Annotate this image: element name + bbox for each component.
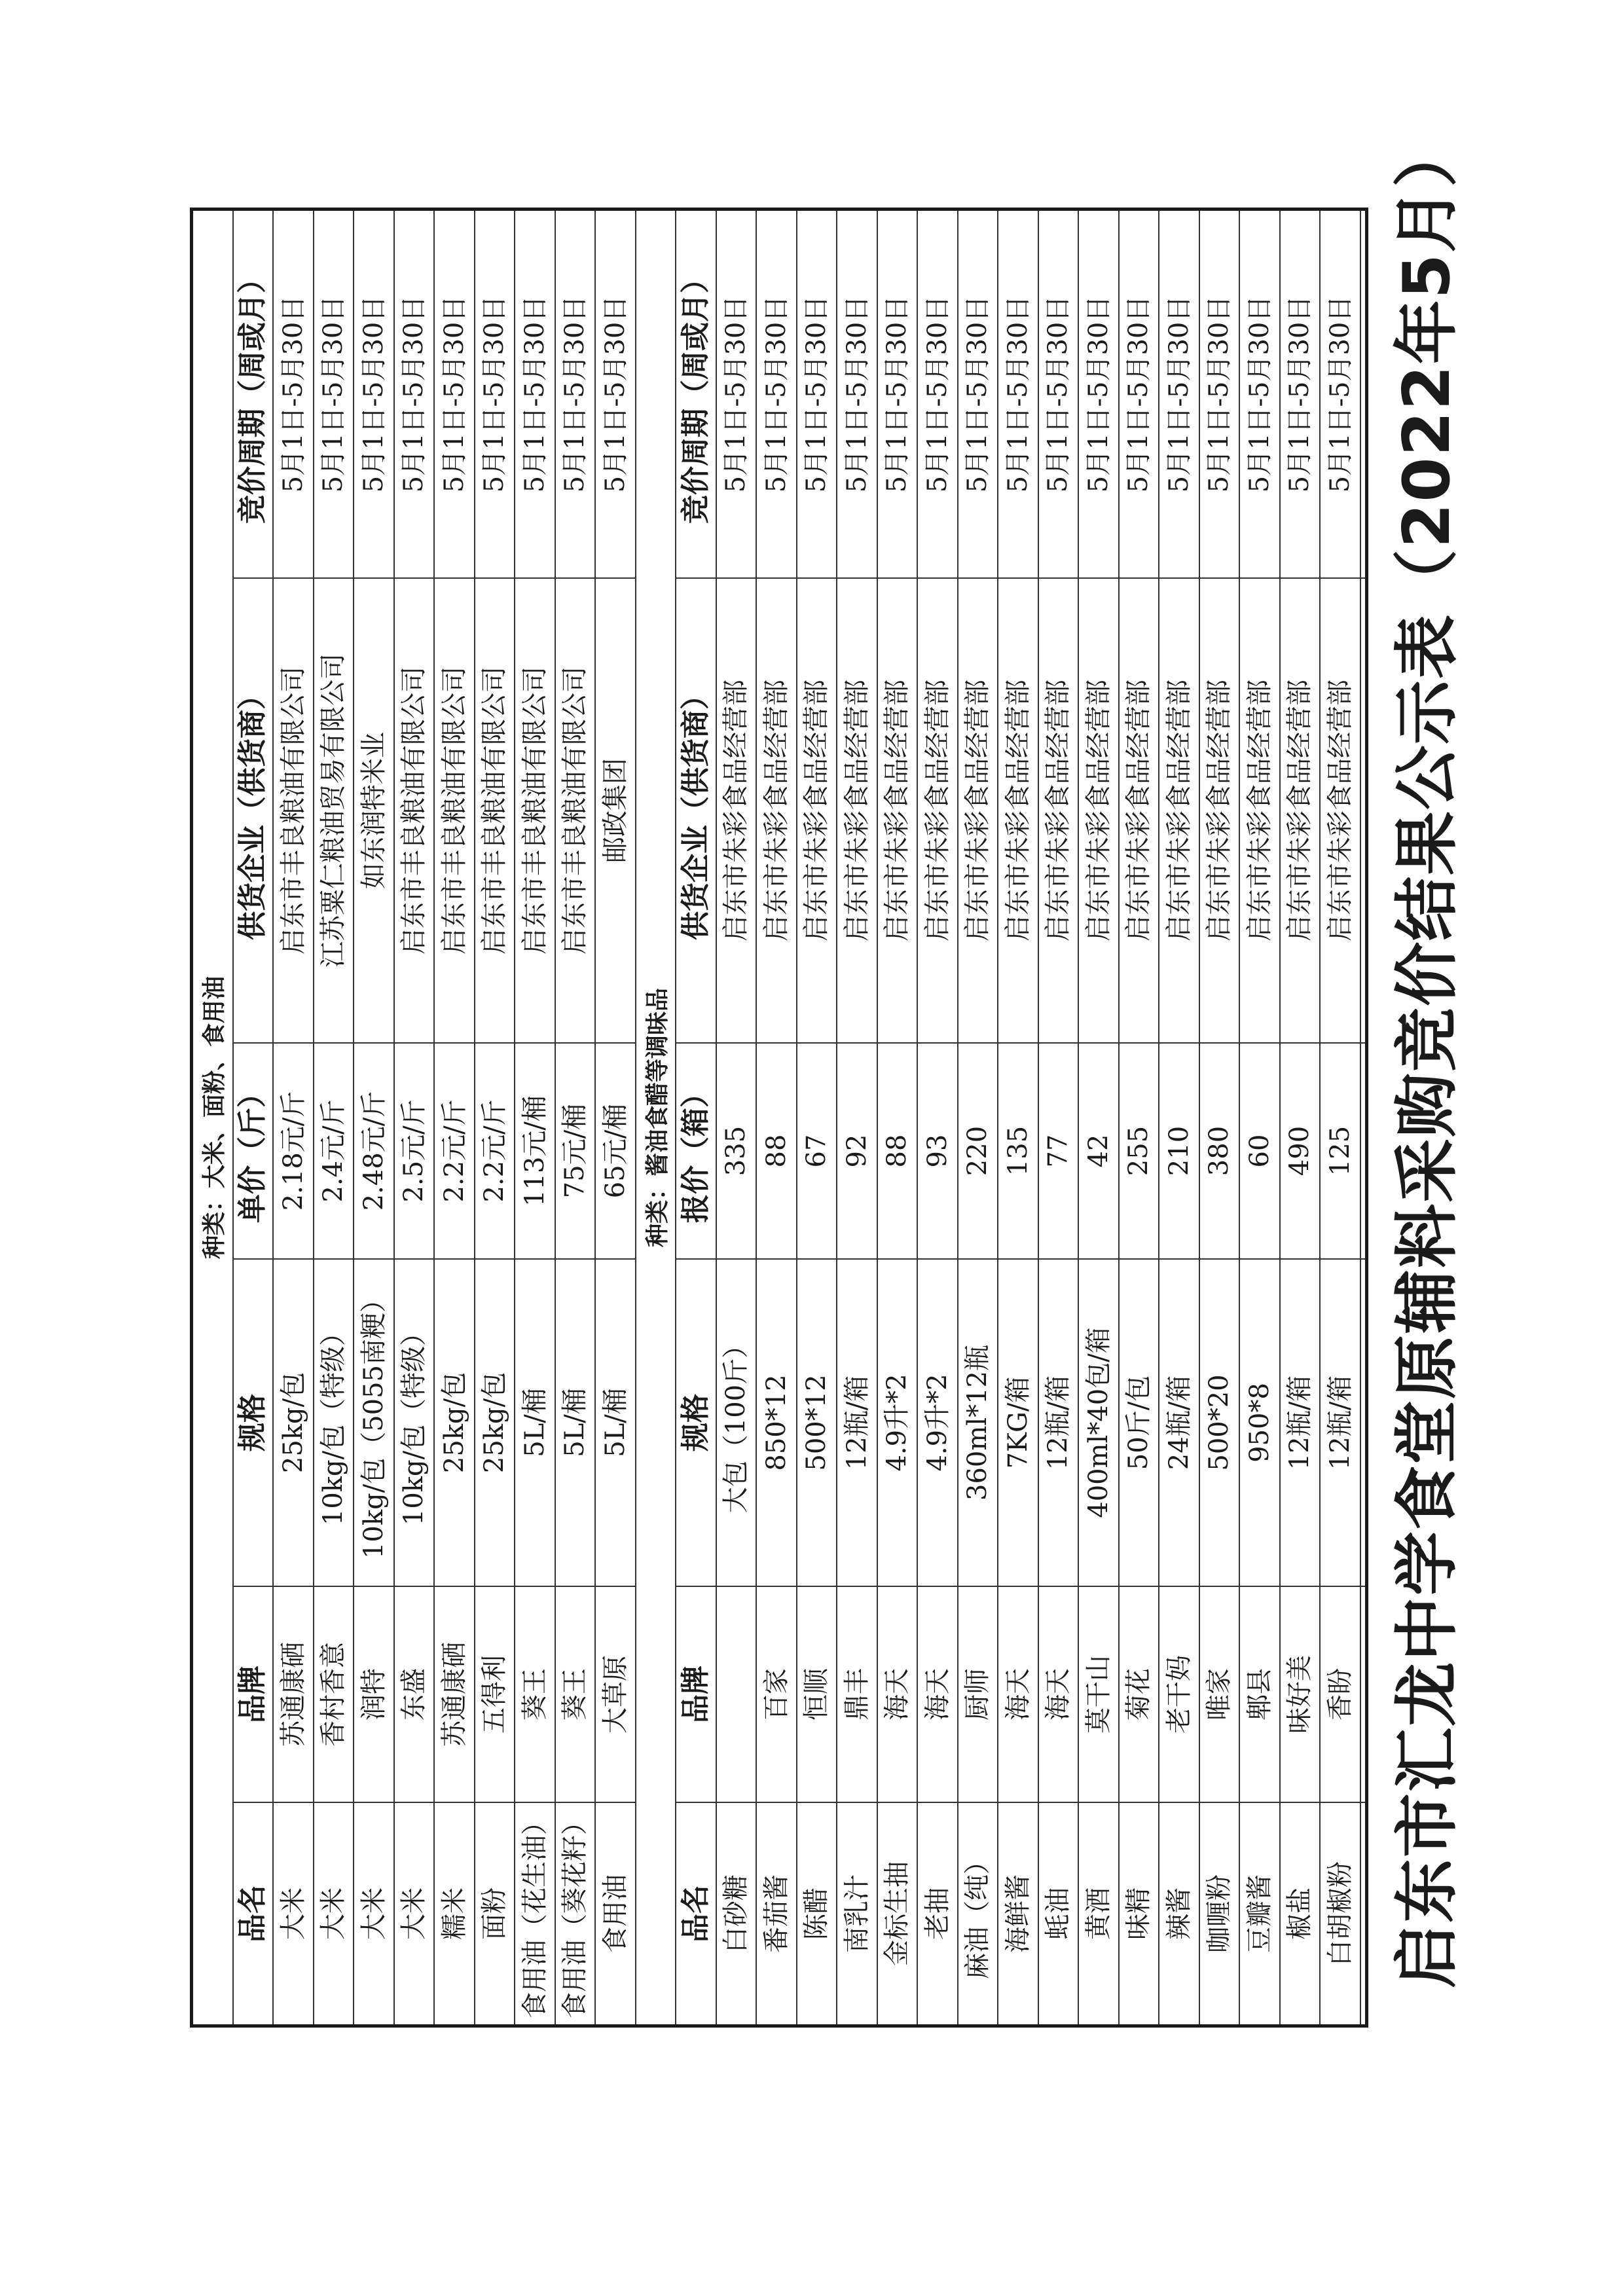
price-cell: 255 <box>1120 1042 1159 1258</box>
item-name-cell: 食用油（葵花籽） <box>556 1802 595 2024</box>
price-cell: 75元/桶 <box>556 1042 595 1258</box>
price-cell: 88 <box>757 1042 796 1258</box>
supplier-cell: 启东市朱彩食品经营部 <box>958 577 998 1042</box>
supplier-cell: 启东市丰良粮油有限公司 <box>395 577 434 1042</box>
item-name-cell: 大米 <box>314 1802 354 2024</box>
header-spec: 规格 <box>676 1258 716 1586</box>
supplier-cell: 启东市朱彩食品经营部 <box>1200 577 1239 1042</box>
table-row <box>717 211 757 2024</box>
price-cell: 88 <box>878 1042 917 1258</box>
supplier-cell: 江苏粟仁粮油贸易有限公司 <box>314 577 354 1042</box>
brand-cell: 鼎丰 <box>837 1586 877 1802</box>
brand-cell: 莫干山 <box>1079 1586 1118 1802</box>
item-name-cell: 大米 <box>354 1802 393 2024</box>
table-row <box>395 211 435 2024</box>
table-row <box>515 211 556 2024</box>
item-name-cell: 白胡椒粉 <box>1321 1802 1360 2024</box>
period-cell: 5月1日-5月30日 <box>560 295 591 493</box>
period-cell: 5月1日-5月30日 <box>358 295 389 493</box>
price-cell: 2.18元/斤 <box>274 1042 313 1258</box>
brand-cell: 唯家 <box>1200 1586 1239 1802</box>
header-supplier: 供货企业（供货商） <box>234 577 273 1042</box>
supplier-cell: 启东市朱彩食品经营部 <box>1039 577 1078 1042</box>
spec-cell: 950*8 <box>1240 1258 1279 1586</box>
spec-cell: 10kg/包（5055南粳） <box>354 1258 393 1586</box>
item-name-cell: 辣酱 <box>1159 1802 1199 2024</box>
spec-cell: 50斤/包 <box>1361 1258 1369 1586</box>
brand-cell: 海天 <box>918 1586 957 1802</box>
period-cell: 5月1日-5月30日 <box>1204 295 1235 493</box>
spec-cell: 10kg/包（特级） <box>314 1258 354 1586</box>
supplier-cell: 启东市朱彩食品经营部 <box>837 577 877 1042</box>
supplier-cell: 启东市朱彩食品经营部 <box>717 577 756 1042</box>
brand-cell: 厨师 <box>958 1586 998 1802</box>
supplier-cell: 启东市朱彩食品经营部 <box>1079 577 1118 1042</box>
supplier-cell: 启东市丰良粮油有限公司 <box>435 577 474 1042</box>
price-cell: 490 <box>1281 1042 1320 1258</box>
spec-cell: 25kg/包 <box>274 1258 313 1586</box>
spec-cell: 400ml*40包/箱 <box>1079 1258 1118 1586</box>
header-name: 品名 <box>234 1802 273 2024</box>
period-cell: 5月1日-5月30日 <box>600 295 630 493</box>
table-row <box>314 211 355 2024</box>
period-cell: 5月1日-5月30日 <box>1324 295 1355 493</box>
brand-cell: 郫县 <box>1240 1586 1279 1802</box>
period-cell: 5月1日-5月30日 <box>479 295 510 493</box>
header-brand: 品牌 <box>676 1586 716 1802</box>
period-cell: 5月1日-5月30日 <box>1244 295 1275 493</box>
table-row <box>878 211 919 2024</box>
price-cell: 335 <box>717 1042 756 1258</box>
period-cell: 5月1日-5月30日 <box>801 295 832 493</box>
header-spec: 规格 <box>234 1258 273 1586</box>
supplier-cell: 启东市朱彩食品经营部 <box>998 577 1038 1042</box>
header-period: 竞价周期（周或月） <box>678 264 712 524</box>
price-cell: 2.5元/斤 <box>395 1042 434 1258</box>
period-cell: 5月1日-5月30日 <box>1285 295 1315 493</box>
table-row <box>435 211 475 2024</box>
item-name-cell: 大米 <box>274 1802 313 2024</box>
table-row <box>797 211 838 2024</box>
item-name-cell: 黄酒 <box>1079 1802 1118 2024</box>
spec-cell: 24瓶/箱 <box>1159 1258 1199 1586</box>
item-name-cell: 椒盐 <box>1281 1802 1320 2024</box>
table-row <box>1321 211 1361 2024</box>
supplier-cell: 启东市丰良粮油有限公司 <box>475 577 515 1042</box>
brand-cell: 葵王 <box>556 1586 595 1802</box>
supplier-cell: 启东市朱彩食品经营部 <box>1361 577 1369 1042</box>
brand-cell: 大草原 <box>596 1586 635 1802</box>
item-name-cell: 大米 <box>395 1802 434 2024</box>
spec-cell: 大包（100斤） <box>717 1258 756 1586</box>
category-row <box>193 211 234 2024</box>
supplier-cell: 启东市丰良粮油有限公司 <box>274 577 313 1042</box>
table-row <box>1361 211 1369 2024</box>
brand-cell: 五得利 <box>475 1586 515 1802</box>
price-cell: 108 <box>1361 1042 1369 1258</box>
price-cell: 113元/桶 <box>515 1042 555 1258</box>
item-name-cell: 金标生抽 <box>878 1802 917 2024</box>
item-name-cell: 番茄酱 <box>757 1802 796 2024</box>
brand-cell: 润特 <box>354 1586 393 1802</box>
brand-cell: 海天 <box>998 1586 1038 1802</box>
header-brand: 品牌 <box>234 1586 273 1802</box>
supplier-cell: 启东市朱彩食品经营部 <box>1159 577 1199 1042</box>
supplier-cell: 启东市朱彩食品经营部 <box>878 577 917 1042</box>
period-cell: 5月1日-5月30日 <box>922 295 953 493</box>
period-cell: 5月1日-5月30日 <box>962 295 993 493</box>
spec-cell: 25kg/包 <box>475 1258 515 1586</box>
spec-cell: 360ml*12瓶 <box>958 1258 998 1586</box>
brand-cell <box>717 1586 756 1802</box>
table-row <box>556 211 596 2024</box>
header-row <box>234 211 274 2024</box>
item-name-cell: 豆瓣酱 <box>1240 1802 1279 2024</box>
supplier-cell: 启东市朱彩食品经营部 <box>1120 577 1159 1042</box>
price-cell: 67 <box>797 1042 837 1258</box>
period-cell: 5月1日-5月30日 <box>761 295 792 493</box>
item-name-cell: 老抽 <box>918 1802 957 2024</box>
supplier-cell: 启东市朱彩食品经营部 <box>918 577 957 1042</box>
period-cell: 5月1日-5月30日 <box>1365 295 1368 493</box>
brand-cell: 葵王 <box>515 1586 555 1802</box>
brand-cell: 百家 <box>757 1586 796 1802</box>
header-row <box>676 211 717 2024</box>
table-row <box>1039 211 1080 2024</box>
supplier-cell: 启东市朱彩食品经营部 <box>797 577 837 1042</box>
period-cell: 5月1日-5月30日 <box>841 295 872 493</box>
supplier-cell: 如东润特米业 <box>354 577 393 1042</box>
item-name-cell: 蚝油 <box>1039 1802 1078 2024</box>
price-cell: 380 <box>1200 1042 1239 1258</box>
brand-cell: 恒顺 <box>797 1586 837 1802</box>
table-row <box>354 211 395 2024</box>
item-name-cell: 味精 <box>1120 1802 1159 2024</box>
period-cell: 5月1日-5月30日 <box>278 295 308 493</box>
item-name-cell: 海鲜酱 <box>998 1802 1038 2024</box>
price-cell: 65元/桶 <box>596 1042 635 1258</box>
item-name-cell: 白砂糖 <box>717 1802 756 2024</box>
item-name-cell: 南乳汁 <box>837 1802 877 2024</box>
table-row <box>596 211 636 2024</box>
supplier-cell: 启东市朱彩食品经营部 <box>1240 577 1279 1042</box>
spec-cell: 7KG/箱 <box>998 1258 1038 1586</box>
supplier-cell: 启东市丰良粮油有限公司 <box>515 577 555 1042</box>
spec-cell: 4.9升*2 <box>878 1258 917 1586</box>
item-name-cell: 咖喱粉 <box>1200 1802 1239 2024</box>
header-supplier: 供货企业（供货商） <box>676 577 716 1042</box>
supplier-cell: 启东市丰良粮油有限公司 <box>556 577 595 1042</box>
price-cell: 135 <box>998 1042 1038 1258</box>
header-price: 报价（箱） <box>676 1042 716 1258</box>
spec-cell: 12瓶/箱 <box>1039 1258 1078 1586</box>
price-cell: 220 <box>958 1042 998 1258</box>
spec-cell: 5L/桶 <box>596 1258 635 1586</box>
price-cell: 42 <box>1079 1042 1118 1258</box>
brand-cell: 海天 <box>1039 1586 1078 1802</box>
supplier-cell: 启东市朱彩食品经营部 <box>1321 577 1360 1042</box>
price-cell: 60 <box>1240 1042 1279 1258</box>
supplier-cell: 启东市朱彩食品经营部 <box>757 577 796 1042</box>
table-row <box>837 211 878 2024</box>
item-name-cell: 生粉 <box>1361 1802 1369 2024</box>
brand-cell: 香村香意 <box>314 1586 354 1802</box>
price-cell: 2.2元/斤 <box>435 1042 474 1258</box>
brand-cell: 老干妈 <box>1159 1586 1199 1802</box>
category-row <box>636 211 677 2024</box>
header-name: 品名 <box>676 1802 716 2024</box>
price-cell: 92 <box>837 1042 877 1258</box>
table-row <box>998 211 1039 2024</box>
spec-cell: 10kg/包（特级） <box>395 1258 434 1586</box>
brand-cell: 苏通康硒 <box>435 1586 474 1802</box>
price-cell: 125 <box>1321 1042 1360 1258</box>
table-row <box>1120 211 1160 2024</box>
spec-cell: 500*20 <box>1200 1258 1239 1586</box>
spec-cell: 5L/桶 <box>515 1258 555 1586</box>
table-row <box>958 211 999 2024</box>
header-period: 竞价周期（周或月） <box>236 264 270 524</box>
table-row <box>1200 211 1241 2024</box>
spec-cell: 5L/桶 <box>556 1258 595 1586</box>
item-name-cell: 糯米 <box>435 1802 474 2024</box>
table-row <box>918 211 958 2024</box>
header-price: 单价（斤） <box>234 1042 273 1258</box>
table-row <box>1240 211 1281 2024</box>
item-name-cell: 面粉 <box>475 1802 515 2024</box>
supplier-cell: 邮政集团 <box>596 577 635 1042</box>
period-cell: 5月1日-5月30日 <box>439 295 469 493</box>
price-cell: 2.2元/斤 <box>475 1042 515 1258</box>
item-name-cell: 陈醋 <box>797 1802 837 2024</box>
period-cell: 5月1日-5月30日 <box>882 295 913 493</box>
spec-cell: 12瓶/箱 <box>837 1258 877 1586</box>
price-cell: 2.48元/斤 <box>354 1042 393 1258</box>
spec-cell: 500*12 <box>797 1258 837 1586</box>
price-cell: 2.4元/斤 <box>314 1042 354 1258</box>
spec-cell: 850*12 <box>757 1258 796 1586</box>
spec-cell: 12瓶/箱 <box>1281 1258 1320 1586</box>
period-cell: 5月1日-5月30日 <box>1123 295 1154 493</box>
brand-cell: 海天 <box>878 1586 917 1802</box>
period-cell: 5月1日-5月30日 <box>1163 295 1194 493</box>
table-row <box>1079 211 1120 2024</box>
period-cell: 5月1日-5月30日 <box>1002 295 1033 493</box>
period-cell: 5月1日-5月30日 <box>721 295 752 493</box>
price-cell: 210 <box>1159 1042 1199 1258</box>
category-label: 种类：大米、面粉、食用油 <box>201 976 228 1260</box>
period-cell: 5月1日-5月30日 <box>1043 295 1074 493</box>
category-label: 种类：酱油食醋等调味品 <box>644 988 671 1248</box>
spec-cell: 4.9升*2 <box>918 1258 957 1586</box>
brand-cell: 香盼 <box>1321 1586 1360 1802</box>
period-cell: 5月1日-5月30日 <box>1083 295 1114 493</box>
price-cell: 93 <box>918 1042 957 1258</box>
table-row <box>1281 211 1321 2024</box>
item-name-cell: 食用油 <box>596 1802 635 2024</box>
brand-cell: 菊花 <box>1120 1586 1159 1802</box>
brand-cell <box>1361 1586 1369 1802</box>
item-name-cell: 食用油（花生油） <box>515 1802 555 2024</box>
period-cell: 5月1日-5月30日 <box>399 295 429 493</box>
procurement-table <box>190 208 1368 2028</box>
table-row <box>274 211 314 2024</box>
period-cell: 5月1日-5月30日 <box>318 295 349 493</box>
spec-cell: 12瓶/箱 <box>1321 1258 1360 1586</box>
brand-cell: 味好美 <box>1281 1586 1320 1802</box>
table-row <box>1159 211 1200 2024</box>
period-cell: 5月1日-5月30日 <box>519 295 550 493</box>
table-row <box>475 211 516 2024</box>
spec-cell: 50斤/包 <box>1120 1258 1159 1586</box>
brand-cell: 苏通康硒 <box>274 1586 313 1802</box>
brand-cell: 东盛 <box>395 1586 434 1802</box>
page-title: 启东市汇龙中学食堂原辅料采购竞价结果公示表（2022年5月） <box>1390 122 1465 1988</box>
table-row <box>757 211 797 2024</box>
supplier-cell: 启东市朱彩食品经营部 <box>1281 577 1320 1042</box>
price-cell: 77 <box>1039 1042 1078 1258</box>
item-name-cell: 麻油（纯） <box>958 1802 998 2024</box>
spec-cell: 25kg/包 <box>435 1258 474 1586</box>
